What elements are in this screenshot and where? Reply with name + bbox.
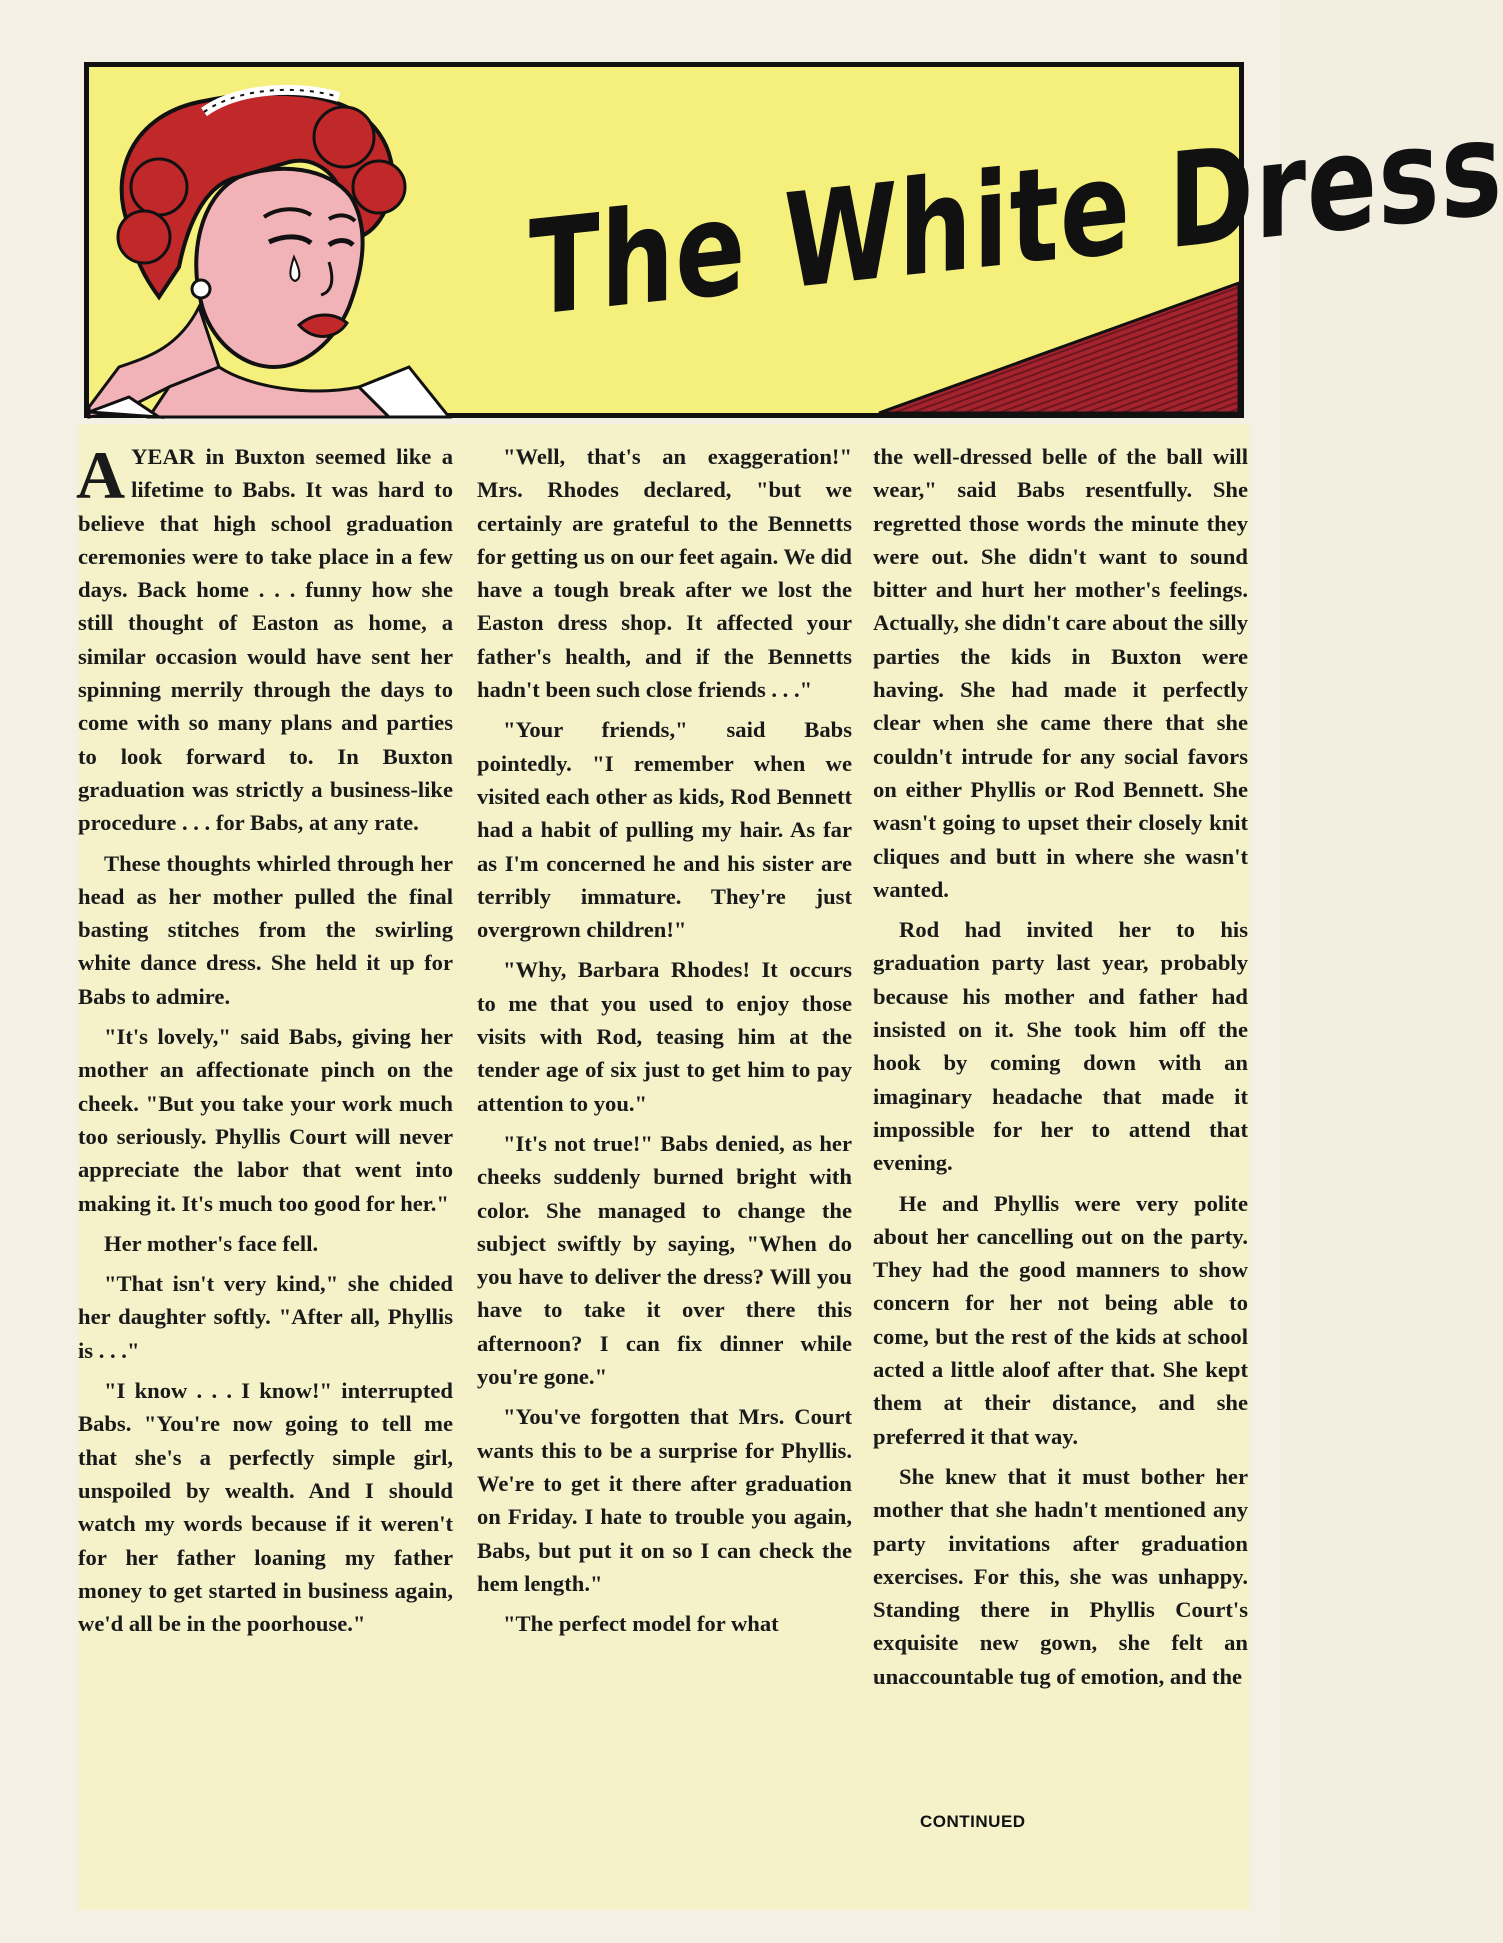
paragraph: Rod had invited her to his graduation party last year, probably because his mother and father had insisted on it. She took him off the hook by coming down with an imaginary headache that made it impossible for her to attend that evening.	[873, 917, 1248, 1176]
paragraph: "Well, that's an exaggeration!" Mrs. Rhodes declared, "but we certainly are grateful to the Bennetts for getting us on our feet again. We did have a tough break after we lost the Easton dress shop. It affected your father's health, and if the Bennetts hadn't been such close friends . . ."	[477, 444, 852, 703]
paragraph: These thoughts whirled through her head as her mother pulled the final basting stitches from the swirling white dance dress. She held it up for Babs to admire.	[78, 850, 453, 1009]
text-column-3	[873, 440, 1248, 1700]
paragraph: He and Phyllis were very polite about her cancelling out on the party. They had the good manners to show concern for her not being able to come, but the rest of the kids at school acted a little aloof after that. She kept them at their distance, and she preferred it that way.	[873, 1190, 1248, 1449]
drop-cap: A	[76, 437, 126, 513]
woman-portrait-illustration	[89, 67, 469, 417]
text-column-2	[477, 440, 852, 1647]
title-panel	[84, 62, 1503, 418]
paragraph: "Your friends," said Babs pointedly. "I remember when we visited each other as kids, Rod Bennett had a habit of pulling my hair. As far as I'm concerned he and his sister are terribly immature. They're just overgrown children!"	[477, 717, 852, 943]
paragraph: "Why, Barbara Rhodes! It occurs to me that you used to enjoy those visits with Rod, teasing him at the tender age of six just to get him to pay attention to you."	[477, 957, 852, 1116]
continued-label: CONTINUED	[920, 1812, 1026, 1831]
paragraph: "You've forgotten that Mrs. Court wants this to be a surprise for Phyllis. We're to get it there after graduation on Friday. I hate to trouble you again, Babs, but put it on so I can check the hem length."	[477, 1404, 852, 1596]
paragraph: "I know . . . I know!" interrupted Babs. "You're now going to tell me that she's a perfectly simple girl, unspoiled by wealth. And I should watch my words because if it weren't for her father loaning my father money to get started in business again, we'd all be in the poorhouse."	[78, 1378, 453, 1637]
paragraph: Her mother's face fell.	[104, 1230, 319, 1256]
paragraph: She knew that it must bother her mother that she hadn't mentioned any party invitations after graduation exercises. For this, she was unhappy. Standing there in Phyllis Court's exquisite new gown, she felt an unaccountable tug of emotion, and the	[873, 1463, 1248, 1689]
text-column-1	[76, 437, 453, 1647]
paragraph: "It's not true!" Babs denied, as her cheeks suddenly burned bright with color. She managed to change the subject swiftly by saying, "When do you have to deliver the dress? Will you have to take it over there this afternoon? I can fix dinner while you're gone."	[477, 1130, 852, 1390]
story-title: The White Dress	[529, 90, 1503, 346]
paragraph: the well-dressed belle of the ball will wear," said Babs resentfully. She regretted those words the minute they were out. She didn't want to sound bitter and hurt her mother's feelings. Actually, she didn't care about the silly parties the kids in Buxton were having. She had made it perfectly clear when she came there that she couldn't intrude for any social favors on either Phyllis or Rod Bennett. She wasn't going to upset their closely knit cliques and butt in where she wasn't wanted.	[873, 444, 1248, 902]
paragraph: A YEAR in Buxton seemed like a lifetime to Babs. It was hard to believe that high school graduation ceremonies were to take place in a few days. Back home . . . funny how she still thought of Easton as home, a similar occasion would have sent her spinning merrily through the days to come with so many plans and parties to look forward to. In Buxton graduation was strictly a business-like procedure . . . for Babs, at any rate.	[76, 437, 453, 836]
paragraph: "That isn't very kind," she chided her daughter softly. "After all, Phyllis is . . ."	[78, 1271, 453, 1363]
paragraph: "It's lovely," said Babs, giving her mother an affectionate pinch on the cheek. "But you take your work much too seriously. Phyllis Court will never appreciate the labor that went into making it. It's much too good for her."	[78, 1024, 453, 1216]
red-stripe-wedge	[879, 283, 1239, 413]
paragraph: "The perfect model for what	[503, 1611, 779, 1637]
